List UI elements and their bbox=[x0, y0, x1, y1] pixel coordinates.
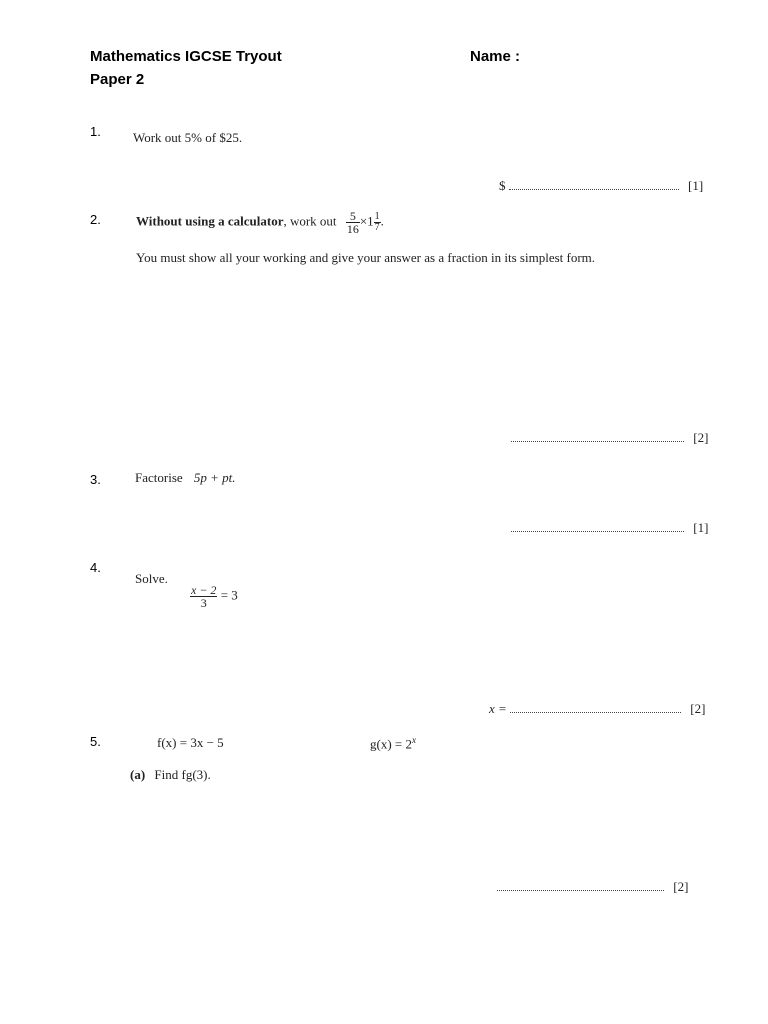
expression: 5p + pt. bbox=[193, 470, 236, 485]
fraction-numerator: 5 bbox=[346, 210, 360, 223]
mixed-whole: 1 bbox=[367, 213, 374, 229]
question-4-number: 4. bbox=[90, 560, 101, 575]
equation-rhs: = 3 bbox=[220, 587, 238, 603]
fraction-5-16 bbox=[346, 210, 360, 235]
exam-title: Mathematics IGCSE Tryout bbox=[90, 48, 282, 65]
question-1-text: Work out 5% of $25. bbox=[133, 130, 243, 145]
g-exponent: x bbox=[412, 735, 416, 745]
fraction-denominator: 16 bbox=[346, 222, 359, 236]
answer-dots bbox=[497, 880, 664, 891]
fraction-denominator: 7 bbox=[374, 222, 380, 233]
question-5-g-definition bbox=[370, 735, 416, 752]
question-3-number: 3. bbox=[90, 472, 101, 487]
name-label: Name : bbox=[470, 48, 521, 65]
question-2-text bbox=[136, 210, 384, 235]
marks: [1] bbox=[693, 520, 709, 535]
question-2-answer-line[interactable] bbox=[511, 430, 708, 446]
question-5-part-a bbox=[130, 767, 211, 783]
fraction-numerator: x − 2 bbox=[191, 583, 217, 597]
g-base: g(x) = 2 bbox=[370, 736, 412, 752]
question-5-f-definition: f(x) = 3x − 5 bbox=[157, 735, 224, 750]
times-sign: × bbox=[359, 213, 368, 229]
question-1-answer-line[interactable] bbox=[499, 178, 703, 194]
part-a-label: (a) bbox=[130, 767, 146, 782]
fraction-denominator: 3 bbox=[200, 596, 207, 610]
question-4-equation bbox=[190, 584, 238, 609]
marks: [2] bbox=[693, 430, 709, 445]
question-3-answer-line[interactable] bbox=[511, 520, 708, 536]
paper-number: Paper 2 bbox=[90, 71, 145, 88]
question-2-number: 2. bbox=[90, 212, 101, 227]
answer-dots bbox=[511, 521, 684, 532]
answer-dots bbox=[509, 179, 679, 190]
text-end: . bbox=[380, 213, 384, 229]
answer-prefix: x = bbox=[489, 701, 507, 716]
fraction-1-7 bbox=[374, 212, 381, 233]
marks: [2] bbox=[673, 879, 689, 894]
marks: [2] bbox=[690, 701, 706, 716]
question-1-number: 1. bbox=[90, 124, 101, 139]
question-5-number: 5. bbox=[90, 734, 101, 749]
factorise-label: Factorise bbox=[135, 470, 183, 485]
fraction-numerator: 1 bbox=[374, 211, 380, 222]
answer-dots bbox=[510, 702, 681, 713]
text-mid: , work out bbox=[283, 213, 337, 229]
bold-lead: Without using a calculator bbox=[136, 213, 284, 229]
part-a-text: Find fg(3). bbox=[154, 767, 211, 782]
answer-prefix: $ bbox=[499, 178, 506, 193]
question-4-text: Solve. bbox=[135, 571, 168, 586]
question-4-answer-line[interactable] bbox=[489, 701, 705, 717]
question-2-instruction: You must show all your working and give your answer as a fraction in its simplest form. bbox=[136, 250, 596, 265]
answer-dots bbox=[511, 431, 684, 442]
equation-fraction bbox=[190, 584, 217, 609]
question-3-text bbox=[135, 470, 236, 486]
question-5a-answer-line[interactable] bbox=[497, 879, 688, 895]
marks: [1] bbox=[688, 178, 704, 193]
